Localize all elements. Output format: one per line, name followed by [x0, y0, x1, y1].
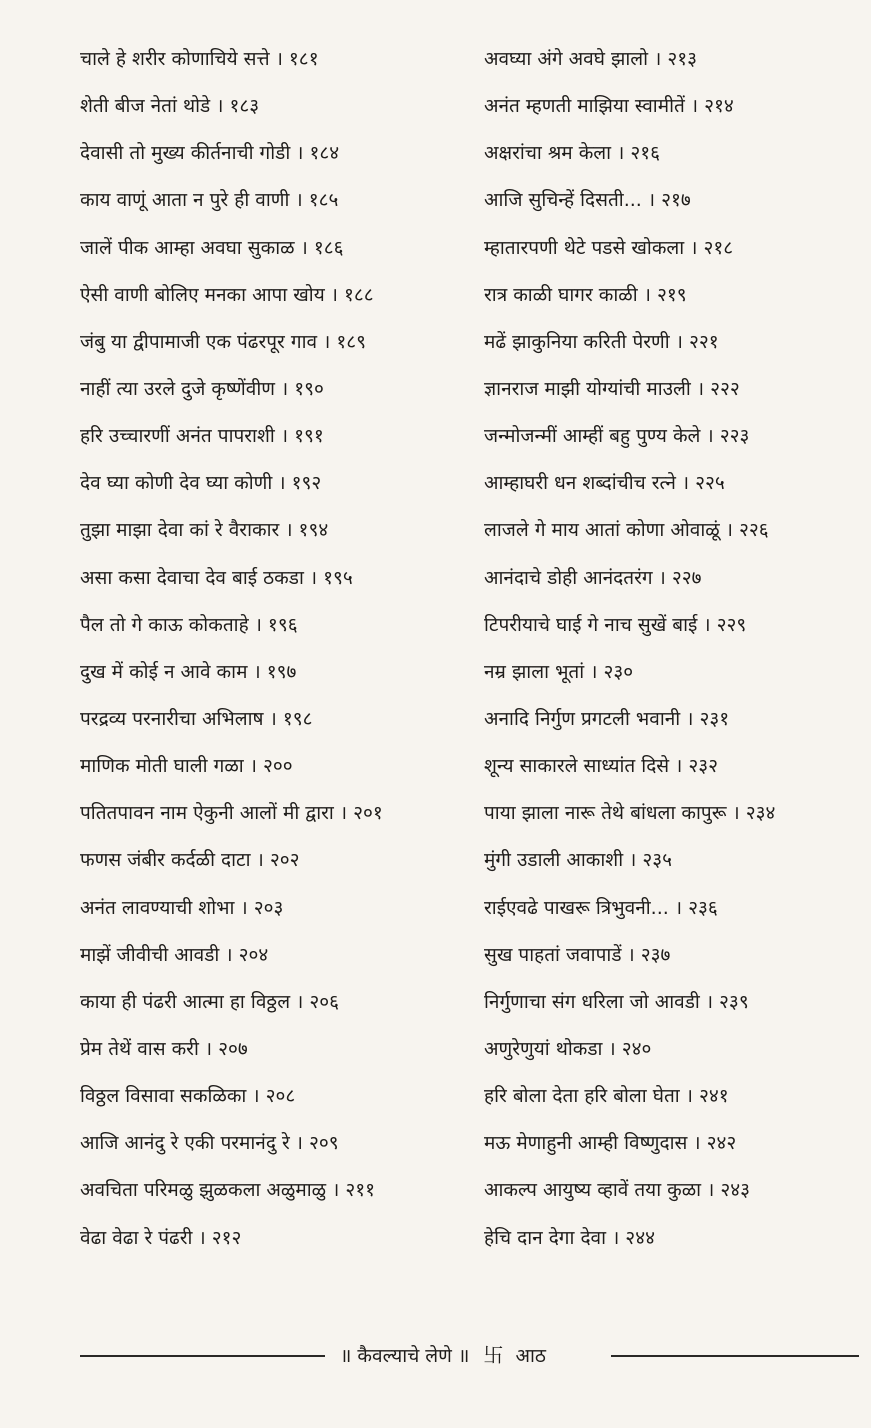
index-entry: फणस जंबीर कर्दळी दाटा । २०२: [80, 849, 300, 872]
index-entry: अवघ्या अंगे अवघे झालो । २१३: [484, 48, 697, 70]
index-entry: काय वाणूं आता न पुरे ही वाणी । १८५: [80, 189, 339, 212]
index-entry: परद्रव्य परनारीचा अभिलाष । १९८: [80, 707, 313, 730]
right-column: [484, 36, 864, 1262]
index-entry: आम्हाघरी धन शब्दांचीच रत्ने । २२५: [484, 472, 725, 495]
index-entry: असा कसा देवाचा देव बाई ठकडा । १९५: [80, 566, 353, 589]
index-entry: प्रेम तेथें वास करी । २०७: [80, 1037, 248, 1060]
index-entry: तुझा माझा देवा कां रे वैराकार । १९४: [80, 519, 329, 542]
index-entry: दुख में कोई न आवे काम । १९७: [80, 660, 297, 683]
index-entry: नम्र झाला भूतां । २३०: [484, 660, 634, 683]
index-entry: अक्षरांचा श्रम केला । २१६: [484, 142, 661, 165]
index-entry: हरि उच्चारणीं अनंत पापराशी । १९१: [80, 425, 324, 448]
index-entry: मढें झाकुनिया करिती पेरणी । २२१: [484, 330, 719, 353]
index-entry: निर्गुणाचा संग धरिला जो आवडी । २३९: [484, 990, 749, 1013]
footer-rule-right: [611, 1355, 859, 1357]
index-entry: शेती बीज नेतां थोडे । १८३: [80, 95, 260, 118]
index-entry: अवचिता परिमळु झुळकला अळुमाळु । २११: [80, 1179, 376, 1202]
index-entry: राईएवढे पाखरू त्रिभुवनी... । २३६: [484, 896, 718, 919]
index-entry: आनंदाचे डोही आनंदतरंग । २२७: [484, 566, 702, 589]
index-entry: मऊ मेणाहुनी आम्ही विष्णुदास । २४२: [484, 1132, 737, 1155]
index-entry: वेढा वेढा रे पंढरी । २१२: [80, 1226, 242, 1249]
index-entry: पैल तो गे काऊ कोकताहे । १९६: [80, 613, 298, 636]
index-entry: म्हातारपणी थेटे पडसे खोकला । २१८: [484, 236, 734, 259]
index-entry: देवासी तो मुख्य कीर्तनाची गोडी । १८४: [80, 142, 340, 165]
index-entry: जालें पीक आम्हा अवघा सुकाळ । १८६: [80, 236, 344, 259]
index-entry: अनंत म्हणती माझिया स्वामीतें । २१४: [484, 95, 734, 118]
index-entry: विठ्ठल विसावा सकळिका । २०८: [80, 1085, 296, 1108]
index-entry: टिपरीयाचे घाई गे नाच सुखें बाई । २२९: [484, 613, 747, 636]
index-entry: पतितपावन नाम ऐकुनी आलों मी द्वारा । २०१: [80, 802, 383, 825]
left-column: [80, 36, 465, 1262]
index-entry: पाया झाला नारू तेथे बांधला कापुरू । २३४: [484, 802, 776, 825]
index-entry: हेचि दान देगा देवा । २४४: [484, 1226, 655, 1249]
index-entry: जन्मोजन्मीं आम्हीं बहु पुण्य केले । २२३: [484, 425, 750, 448]
index-entry: शून्य साकारले साध्यांत दिसे । २३२: [484, 755, 719, 778]
index-entry: आजि आनंदु रे एकी परमानंदु रे । २०९: [80, 1132, 339, 1155]
index-entry: आजि सुचिन्हें दिसती... । २१७: [484, 189, 691, 212]
index-entry: अनादि निर्गुण प्रगटली भवानी । २३१: [484, 707, 730, 730]
footer-text: [340, 1340, 546, 1370]
index-entry: जंबु या द्वीपामाजी एक पंढरपूर गाव । १८९: [80, 330, 366, 353]
index-entry: काया ही पंढरी आत्मा हा विठ्ठल । २०६: [80, 990, 340, 1013]
index-entry: ज्ञानराज माझी योग्यांची माउली । २२२: [484, 377, 740, 400]
index-entry: माणिक मोती घाली गळा । २००: [80, 755, 293, 778]
index-entry: आकल्प आयुष्य व्हावें तया कुळा । २४३: [484, 1179, 751, 1202]
index-entry: ऐसी वाणी बोलिए मनका आपा खोय । १८८: [80, 283, 374, 306]
index-entry: अणुरेणुयां थोकडा । २४०: [484, 1037, 652, 1060]
page-footer: [0, 1340, 871, 1370]
index-entry: रात्र काळी घागर काळी । २१९: [484, 283, 687, 306]
index-entry: देव घ्या कोणी देव घ्या कोणी । १९२: [80, 472, 322, 495]
footer-rule-left: [80, 1355, 325, 1357]
footer-book-title: ॥ कैवल्याचे लेणे ॥: [340, 1345, 470, 1367]
index-entry: हरि बोला देता हरि बोला घेता । २४१: [484, 1085, 729, 1108]
index-entry: सुख पाहतां जवापाडें । २३७: [484, 943, 671, 966]
index-entry: चाले हे शरीर कोणाचिये सत्ते । १८१: [80, 48, 319, 70]
swastika-icon: 卐: [483, 1343, 504, 1367]
index-entry: मुंगी उडाली आकाशी । २३५: [484, 849, 673, 872]
page-number: आठ: [515, 1345, 546, 1367]
index-entry: माझें जीवीची आवडी । २०४: [80, 943, 269, 966]
index-entry: अनंत लावण्याची शोभा । २०३: [80, 896, 284, 919]
index-entry: नाहीं त्या उरले दुजे कृष्णेंवीण । १९०: [80, 377, 324, 400]
index-entry: लाजले गे माय आतां कोणा ओवाळूं । २२६: [484, 519, 769, 542]
